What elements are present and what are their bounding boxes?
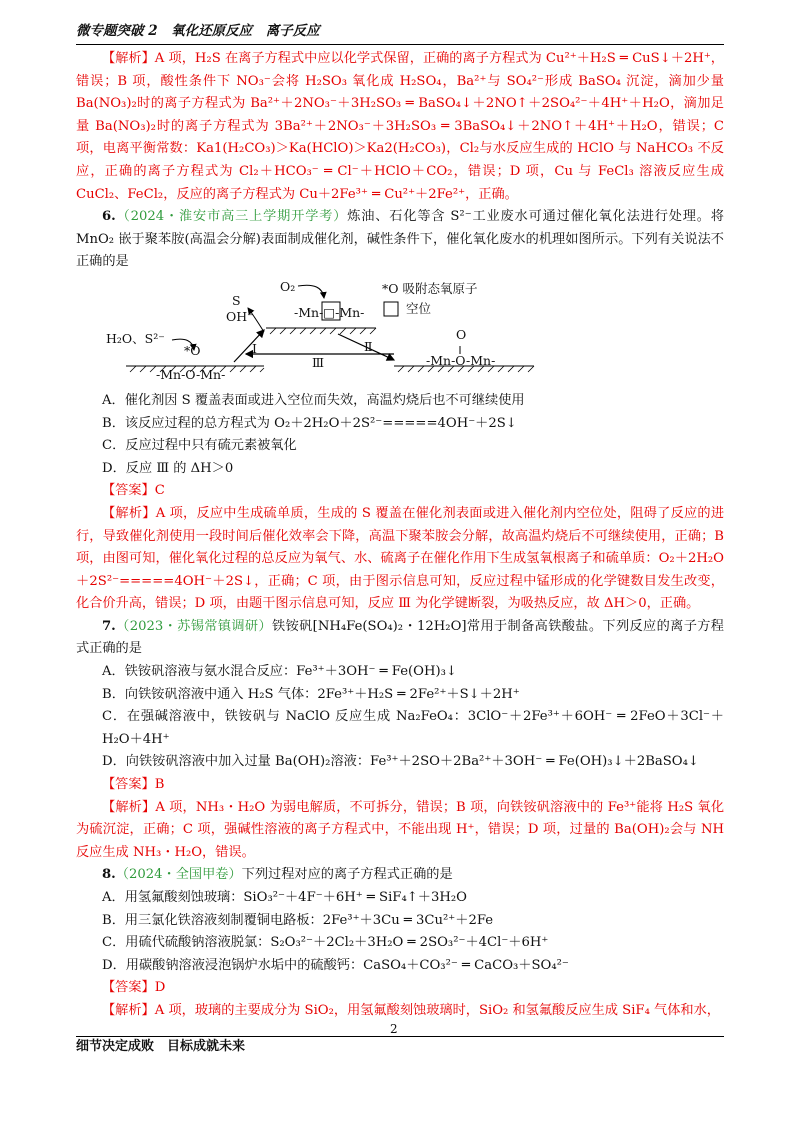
left-surface-label: -Mn-O-Mn- bbox=[156, 366, 226, 382]
q8-option-c: C．用硫代硫酸钠溶液脱氯：S₂O₃²⁻＋2Cl₂＋3H₂O ═ 2SO₃²⁻＋4Cl⁻＋6H⁺ bbox=[102, 935, 549, 951]
q6-analysis-tag: 【解析】 bbox=[102, 505, 156, 521]
q7-analysis-text: A 项，NH₃・H₂O 为弱电解质，不可拆分，错误；B 项，向铁铵矾溶液中的 Fe³⁺能将 H₂S 氧化为硫沉淀，正确；C 项，强碱性溶液的离子方程式中，不能出现 H⁺，错误；D 项，过量的 Ba(OH)₂会与 NH 反应生成 NH₃・H₂O，错误。 bbox=[76, 799, 725, 860]
q8-option-b: B．用三氯化铁溶液刻制覆铜电路板：2Fe³⁺＋3Cu ═ 3Cu²⁺＋2Fe bbox=[102, 912, 494, 928]
header-title: 微专题突破 2 氧化还原反应 离子反应 bbox=[76, 23, 320, 39]
q6-answer-tag: 【答案】 bbox=[102, 483, 155, 499]
legend-vacancy-box bbox=[384, 302, 398, 316]
q7-answer-tag: 【答案】 bbox=[102, 777, 155, 793]
adsorbed-o-label: O bbox=[456, 326, 467, 342]
q8-source: （2024・全国甲卷） bbox=[115, 867, 242, 883]
q8-option-a: A．用氢氟酸刻蚀玻璃：SiO₃²⁻＋4F⁻＋6H⁺ ═ SiF₄↑＋3H₂O bbox=[102, 890, 467, 905]
top-surface-hatch bbox=[270, 328, 376, 334]
mn-vacancy-label: -Mn-□-Mn- bbox=[294, 304, 365, 320]
footer-slogan bbox=[76, 1037, 245, 1057]
q7-analysis-tag: 【解析】 bbox=[102, 799, 156, 815]
q7-option-c: C．在强碱溶液中，铁铵矾与 NaClO 反应生成 Na₂FeO₄：3ClO⁻＋2Fe³⁺＋6OH⁻ ═ 2FeO＋3Cl⁻＋H₂O＋4H⁺ bbox=[102, 709, 724, 747]
q7-option-a: A．铁铵矾溶液与氨水混合反应：Fe³⁺＋3OH⁻ ═ Fe(OH)₃↓ bbox=[102, 664, 457, 680]
q7-number: 7. bbox=[102, 618, 116, 634]
q8-analysis-text: A 项，玻璃的主要成分为 SiO₂，用氢氟酸刻蚀玻璃时，SiO₂ 和氢氟酸反应生成 SiF₄ 气体和水， bbox=[154, 1002, 720, 1018]
o2-arrow bbox=[298, 285, 324, 298]
legend-star-label: *O 吸附态氧原子 bbox=[382, 280, 478, 296]
q8-answer bbox=[76, 977, 724, 1000]
q6-stem bbox=[76, 206, 724, 274]
q6-stem-text: 炼油、石化等含 S²⁻工业废水可通过催化氧化法进行处理。将 MnO₂ 嵌于聚苯胺(高温会分解)表面制成催化剂，碱性条件下，催化氧化废水的机理如图所示。下列有关说法不正确的是 bbox=[76, 209, 724, 270]
q8-stem-text: 下列过程对应的离子方程式正确的是 bbox=[241, 867, 453, 883]
step-2-label: Ⅱ bbox=[364, 338, 373, 354]
q6-option-c: C．反应过程中只有硫元素被氧化 bbox=[102, 438, 297, 454]
footer-slogan-line1: 细节决定成败 目标成就未来 bbox=[76, 1039, 246, 1054]
q5-analysis-text: A 项，H₂S 在离子方程式中应以化学式保留，正确的离子方程式为 Cu²⁺＋H₂S ═ CuS↓＋2H⁺，错误；B 项，酸性条件下 NO₃⁻会将 H₂SO₃ 氧化成 H₂SO₄，Ba²⁺与 SO₄²⁻形成 BaSO₄ 沉淀，滴加少量 Ba(NO₃)₂时的离子方程式为 Ba²⁺＋2NO₃⁻＋3H₂SO₃ ═ BaSO₄↓＋2NO↑＋2SO₄²⁻＋4H⁺＋H₂O，滴加足量 Ba(NO₃)₂时的离子方程式为 3Ba²⁺＋2NO₃⁻＋3H₂SO₃ ═ 3BaSO₄↓＋2NO↑＋4H⁺＋H₂O，错误；C 项，电离平衡常数：Ka1(H₂CO₃)＞Ka(HClO)＞Ka2(H₂CO₃)，Cl₂与水反应生成的 HClO 与 NaHCO₃ 不反应，正确的离子方程式为 Cl₂＋HCO₃⁻ ═ Cl⁻＋HClO＋CO₂，错误；D 项，Cu 与 FeCl₃ 溶液反应生成 CuCl₂、FeCl₂，反应的离子方程式为 Cu＋2Fe³⁺ ═ Cu²⁺＋2Fe²⁺，正确。 bbox=[76, 51, 724, 202]
q6-answer bbox=[76, 480, 724, 503]
q7-source: （2023・苏锡常镇调研） bbox=[115, 618, 273, 634]
step-3-label: Ⅲ bbox=[312, 354, 325, 370]
q5-analysis-tag: 【解析】 bbox=[102, 51, 155, 66]
q8-answer-value: D bbox=[154, 980, 166, 996]
q6-option-b: B．该反应过程的总方程式为 O₂＋2H₂O＋2S²⁻=====4OH⁻＋2S↓ bbox=[102, 415, 517, 431]
q7-answer bbox=[76, 774, 724, 797]
page-content bbox=[76, 48, 724, 1023]
q6-source: （2024・淮安市高三上学期开学考） bbox=[115, 209, 348, 225]
s-product-label: S bbox=[232, 292, 241, 308]
q8-option-d: D．用碳酸钠溶液浸泡锅炉水垢中的硫酸钙：CaSO₄＋CO₃²⁻ ═ CaCO₃＋SO₄²⁻ bbox=[102, 957, 569, 973]
q8-stem bbox=[76, 864, 724, 887]
q6-analysis-text: A 项，反应中生成硫单质，生成的 S 覆盖在催化剂表面或进入催化剂内空位处，阻碍了反应的进行，导致催化剂使用一段时间后催化效率会下降，高温下聚苯胺会分解，故高温灼烧后不可继续使用，正确；B 项，由图可知，催化氧化过程的总反应为氧气、水、硫离子在催化作用下生成氢氧根离子和硫单质：O₂＋2H₂O＋2S²⁻=====4OH⁻＋2S↓，正确；C 项，由于图示信息可知，反应过程中锰形成的化学键数目发生改变，化合价升高，错误；D 项，由题干图示信息可知，反应 Ⅲ 为化学键断裂，为吸热反应，故 ΔH＞0，正确。 bbox=[76, 505, 725, 612]
right-surface-label: -Mn-O-Mn- bbox=[426, 352, 496, 368]
q7-answer-value: B bbox=[154, 777, 165, 793]
q6-answer-value: C bbox=[154, 483, 165, 499]
q7-option-b: B．向铁铵矾溶液中通入 H₂S 气体：2Fe³⁺＋H₂S ═ 2Fe²⁺＋S↓＋2H⁺ bbox=[102, 686, 520, 702]
q7-stem-text: 铁铵矾[NH₄Fe(SO₄)₂・12H₂O]常用于制备高铁酸盐。下列反应的离子方程式正确的是 bbox=[76, 618, 724, 657]
q8-number: 8. bbox=[102, 867, 116, 883]
q5-analysis bbox=[76, 48, 724, 206]
q7-option-d: D．向铁铵矾溶液中加入过量 Ba(OH)₂溶液：Fe³⁺＋2SO＋2Ba²⁺＋3OH⁻ ═ Fe(OH)₃↓＋2BaSO₄↓ bbox=[102, 754, 699, 770]
q7-analysis bbox=[76, 797, 724, 865]
q7-stem bbox=[76, 616, 724, 661]
step-1-arrow bbox=[234, 330, 264, 362]
oh-product-label: OH⁻ bbox=[226, 308, 254, 324]
page-footer bbox=[76, 1036, 724, 1077]
q8-answer-tag: 【答案】 bbox=[102, 980, 155, 996]
star-o-label: *O bbox=[184, 342, 201, 358]
legend-box-label: 空位 bbox=[406, 300, 432, 316]
q6-option-a: A．催化剂因 S 覆盖表面或进入空位而失效，高温灼烧后也不可继续使用 bbox=[102, 392, 525, 408]
mechanism-diagram bbox=[76, 278, 724, 384]
o2-label: O₂ bbox=[280, 278, 296, 294]
q6-analysis bbox=[76, 503, 724, 616]
q6-option-d: D．反应 Ⅲ 的 ΔH＞0 bbox=[102, 460, 234, 476]
reactants-label: H₂O、S²⁻ bbox=[106, 330, 165, 346]
q8-analysis bbox=[76, 1000, 724, 1023]
step-1-label: Ⅰ bbox=[252, 340, 257, 356]
page-number: 2 bbox=[390, 1022, 398, 1036]
q8-analysis-tag: 【解析】 bbox=[102, 1002, 155, 1018]
q6-number: 6. bbox=[102, 209, 116, 225]
page-header bbox=[76, 20, 724, 45]
